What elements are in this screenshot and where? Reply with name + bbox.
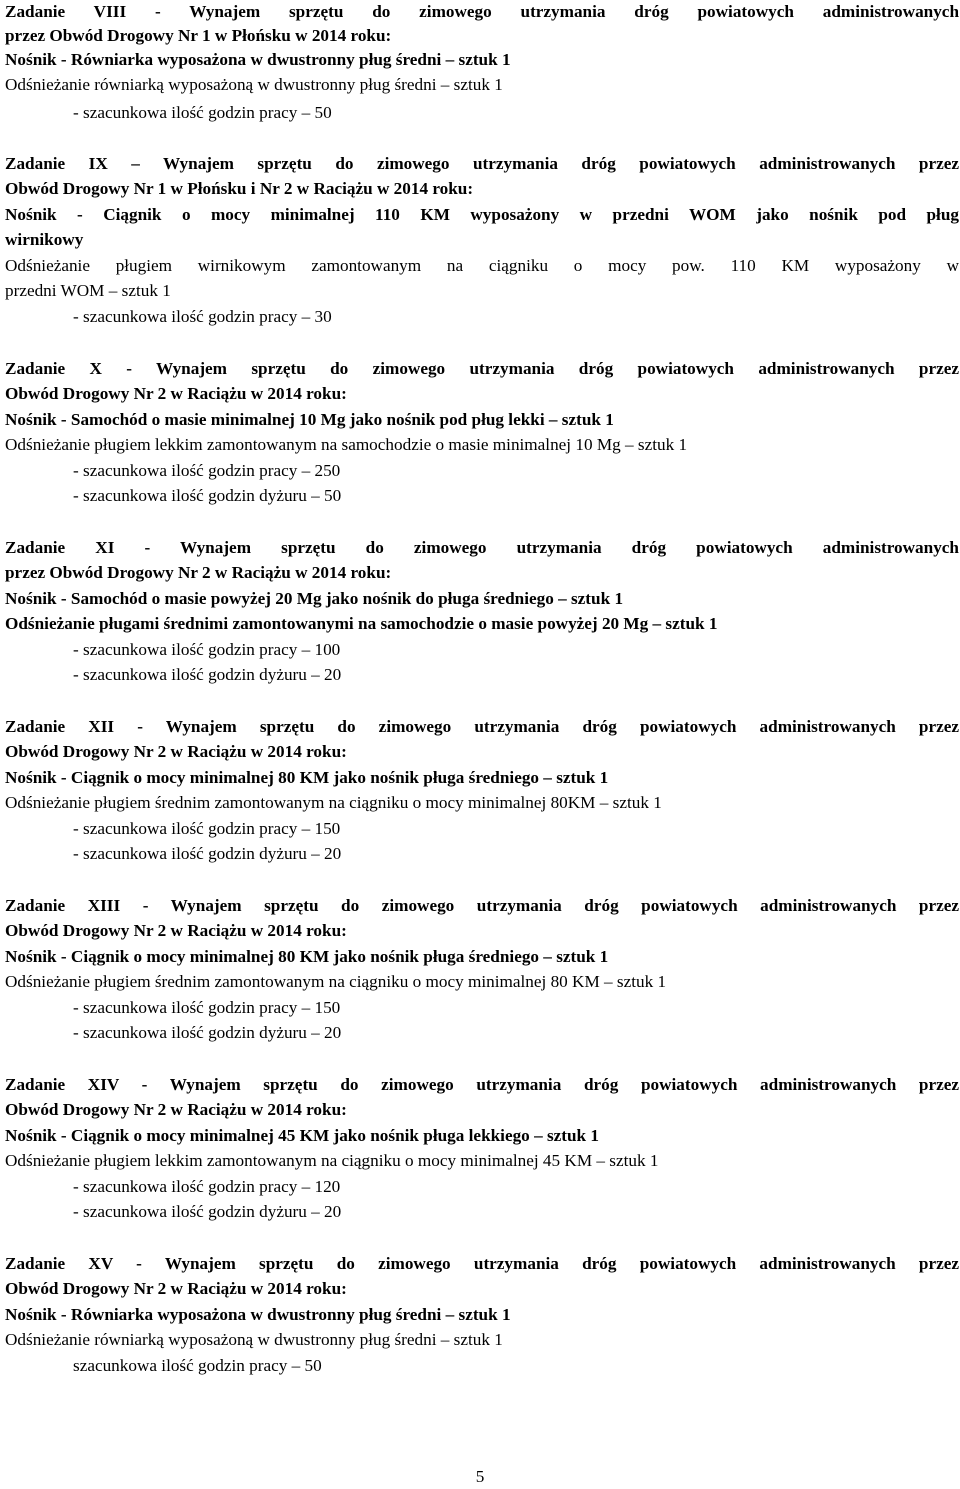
task-xv-description: Odśnieżanie równiarką wyposażoną w dwustronny pług średni – sztuk 1 bbox=[5, 1330, 503, 1349]
task-ix-carrier-line-2: wirnikowy bbox=[5, 230, 84, 249]
task-viii-work-hours: - szacunkowa ilość godzin pracy – 50 bbox=[73, 103, 332, 122]
task-xiii-description: Odśnieżanie pługiem średnim zamontowanym na ciągniku o mocy minimalnej 80 KM – sztuk 1 bbox=[5, 972, 667, 991]
task-x-duty-hours: - szacunkowa ilość godzin dyżuru – 50 bbox=[73, 486, 342, 505]
task-xiv-duty-hours: - szacunkowa ilość godzin dyżuru – 20 bbox=[73, 1202, 342, 1221]
task-xiv-title-line-2: Obwód Drogowy Nr 2 w Raciążu w 2014 roku: bbox=[5, 1100, 347, 1119]
task-xv-carrier: Nośnik - Równiarka wyposażona w dwustronny pług średni – sztuk 1 bbox=[5, 1305, 511, 1324]
task-xi-title-line-1: Zadanie XI - Wynajem sprzętu do zimowego utrzymania dróg powiatowych administrowanych bbox=[5, 538, 959, 557]
task-ix-description-line-1: Odśnieżanie pługiem wirnikowym zamontowanym na ciągniku o mocy pow. 110 KM wyposażony w bbox=[5, 256, 959, 275]
task-xi-title-line-2: przez Obwód Drogowy Nr 2 w Raciążu w 2014 roku: bbox=[5, 563, 392, 582]
task-ix-title-line-2: Obwód Drogowy Nr 1 w Płońsku i Nr 2 w Raciążu w 2014 roku: bbox=[5, 179, 474, 198]
task-xiv-work-hours: - szacunkowa ilość godzin pracy – 120 bbox=[73, 1177, 341, 1196]
task-xiii-title-line-1: Zadanie XIII - Wynajem sprzętu do zimowego utrzymania dróg powiatowych administrowanych przez bbox=[5, 896, 959, 915]
task-viii-carrier: Nośnik - Równiarka wyposażona w dwustronny pług średni – sztuk 1 bbox=[5, 50, 511, 69]
task-xi-carrier: Nośnik - Samochód o masie powyżej 20 Mg jako nośnik do pługa średniego – sztuk 1 bbox=[5, 589, 624, 608]
task-xii-description: Odśnieżanie pługiem średnim zamontowanym na ciągniku o mocy minimalnej 80KM – sztuk 1 bbox=[5, 793, 662, 812]
task-xii-title-line-2: Obwód Drogowy Nr 2 w Raciążu w 2014 roku: bbox=[5, 742, 347, 761]
task-x-title-line-1: Zadanie X - Wynajem sprzętu do zimowego utrzymania dróg powiatowych administrowanych przez bbox=[5, 359, 959, 378]
task-viii-title-line-2: przez Obwód Drogowy Nr 1 w Płońsku w 2014 roku: bbox=[5, 26, 392, 45]
task-xiv-title-line-1: Zadanie XIV - Wynajem sprzętu do zimowego utrzymania dróg powiatowych administrowanych przez bbox=[5, 1075, 959, 1094]
task-xiii-work-hours: - szacunkowa ilość godzin pracy – 150 bbox=[73, 998, 341, 1017]
task-xii-work-hours: - szacunkowa ilość godzin pracy – 150 bbox=[73, 819, 341, 838]
task-x-description: Odśnieżanie pługiem lekkim zamontowanym na samochodzie o masie minimalnej 10 Mg – sztuk 1 bbox=[5, 435, 688, 454]
task-x-carrier: Nośnik - Samochód o masie minimalnej 10 Mg jako nośnik pod pług lekki – sztuk 1 bbox=[5, 410, 614, 429]
task-xiii-title-line-2: Obwód Drogowy Nr 2 w Raciążu w 2014 roku: bbox=[5, 921, 347, 940]
task-xiv-description: Odśnieżanie pługiem lekkim zamontowanym na ciągniku o mocy minimalnej 45 KM – sztuk 1 bbox=[5, 1151, 659, 1170]
task-x-title-line-2: Obwód Drogowy Nr 2 w Raciążu w 2014 roku: bbox=[5, 384, 347, 403]
task-ix-carrier-line-1: Nośnik - Ciągnik o mocy minimalnej 110 KM wyposażony w przedni WOM jako nośnik pod pług bbox=[5, 205, 959, 224]
task-xi-work-hours: - szacunkowa ilość godzin pracy – 100 bbox=[73, 640, 341, 659]
task-xi-description: Odśnieżanie pługami średnimi zamontowanymi na samochodzie o masie powyżej 20 Mg – sztuk 1 bbox=[5, 614, 718, 633]
task-xi-duty-hours: - szacunkowa ilość godzin dyżuru – 20 bbox=[73, 665, 342, 684]
task-xv-work-hours: szacunkowa ilość godzin pracy – 50 bbox=[73, 1356, 322, 1375]
task-xiv-carrier: Nośnik - Ciągnik o mocy minimalnej 45 KM jako nośnik pługa lekkiego – sztuk 1 bbox=[5, 1126, 600, 1145]
page-number: 5 bbox=[475, 1467, 485, 1486]
task-xii-carrier: Nośnik - Ciągnik o mocy minimalnej 80 KM jako nośnik pługa średniego – sztuk 1 bbox=[5, 768, 609, 787]
task-xii-title-line-1: Zadanie XII - Wynajem sprzętu do zimowego utrzymania dróg powiatowych administrowanych przez bbox=[5, 717, 959, 736]
task-xiii-carrier: Nośnik - Ciągnik o mocy minimalnej 80 KM jako nośnik pługa średniego – sztuk 1 bbox=[5, 947, 609, 966]
task-x-work-hours: - szacunkowa ilość godzin pracy – 250 bbox=[73, 461, 341, 480]
task-ix-description-line-2: przedni WOM – sztuk 1 bbox=[5, 281, 171, 300]
task-viii-description: Odśnieżanie równiarką wyposażoną w dwustronny pług średni – sztuk 1 bbox=[5, 75, 503, 94]
task-xiii-duty-hours: - szacunkowa ilość godzin dyżuru – 20 bbox=[73, 1023, 342, 1042]
task-ix-work-hours: - szacunkowa ilość godzin pracy – 30 bbox=[73, 307, 332, 326]
task-xii-duty-hours: - szacunkowa ilość godzin dyżuru – 20 bbox=[73, 844, 342, 863]
task-xv-title-line-1: Zadanie XV - Wynajem sprzętu do zimowego utrzymania dróg powiatowych administrowanych przez bbox=[5, 1254, 959, 1273]
task-xv-title-line-2: Obwód Drogowy Nr 2 w Raciążu w 2014 roku: bbox=[5, 1279, 347, 1298]
task-ix-title-line-1: Zadanie IX – Wynajem sprzętu do zimowego utrzymania dróg powiatowych administrowanych przez bbox=[5, 154, 959, 173]
task-viii-title-line-1: Zadanie VIII - Wynajem sprzętu do zimowego utrzymania dróg powiatowych administrowanych bbox=[5, 2, 959, 21]
